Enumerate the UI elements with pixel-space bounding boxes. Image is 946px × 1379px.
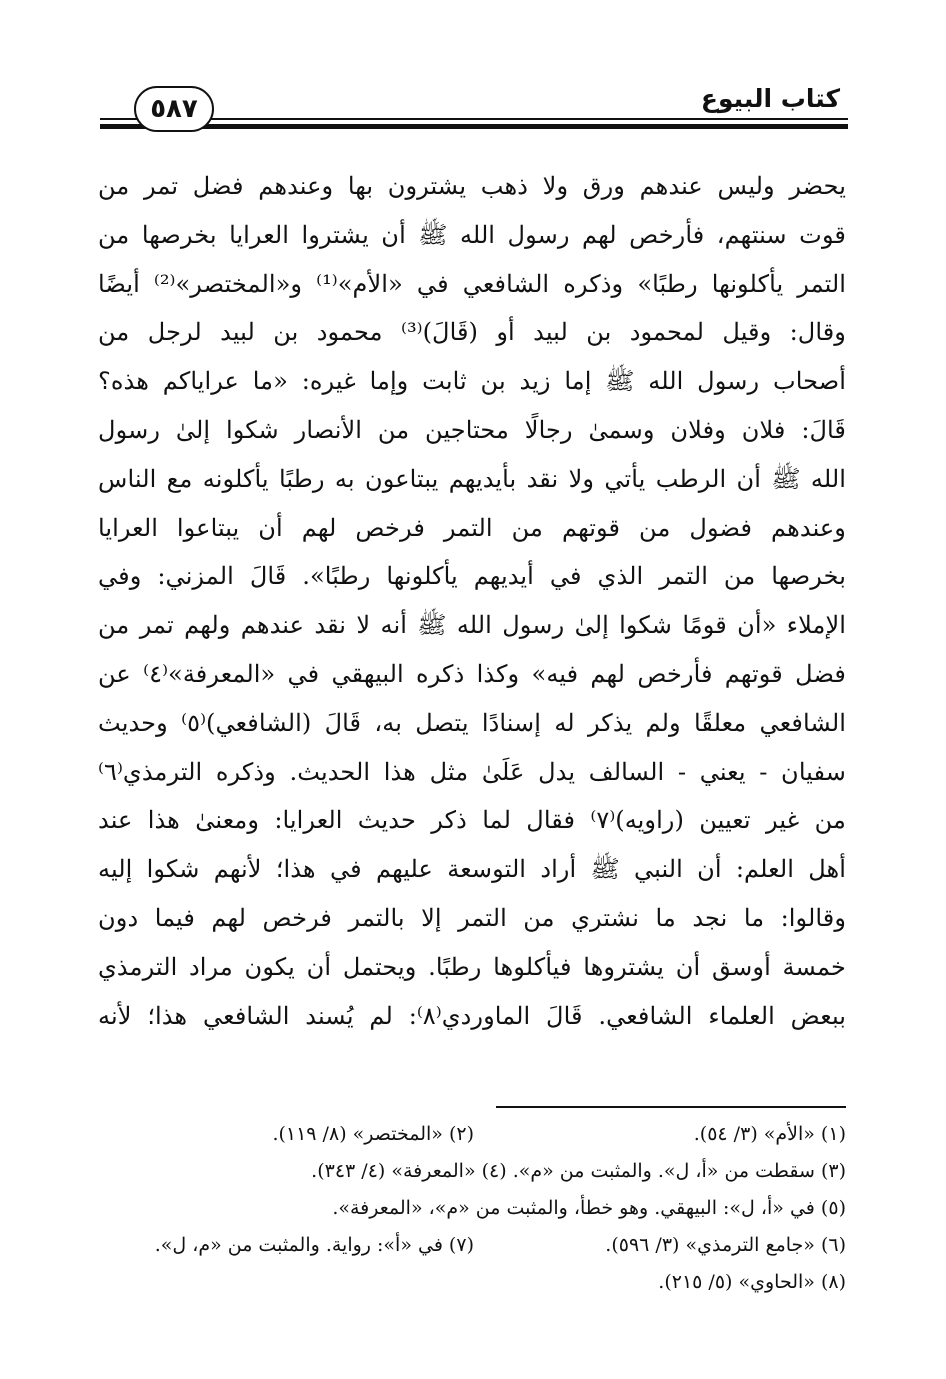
footnote-1: (١) «الأم» (٣/ ٥٤). [693, 1123, 846, 1145]
footnote-row [98, 1227, 846, 1264]
footnote-separator [496, 1106, 846, 1108]
page-number-badge [134, 86, 214, 132]
footnote-3-4: (٣) سقطت من «أ، ل». والمثبت من «م». (٤) «المعرفة» (٤/ ٣٤٣). [311, 1160, 846, 1182]
body-line: قوت سنتهم، فأرخص لهم رسول الله ﷺ أن يشتروا العرايا بخرصها من [98, 220, 846, 249]
footnote-row [98, 1153, 846, 1190]
body-line: وقالوا: ما نجد ما نشتري من التمر إلا بالتمر فرخص لهم فيما دون [98, 903, 846, 932]
body-line: خمسة أوسق أن يشتروها فيأكلوها رطبًا. ويحتمل أن يكون مراد الترمذي [98, 952, 846, 981]
footnote-2: (٢) «المختصر» (٨/ ١١٩). [272, 1123, 474, 1145]
body-line: ببعض العلماء الشافعي. قَالَ الماوردي⁽٨⁾: لم يُسند الشافعي هذا؛ لأنه [98, 1001, 846, 1030]
body-line: فضل قوتهم فأرخص لهم فيه» وكذا ذكره البيهقي في «المعرفة»⁽٤⁾ عن [98, 659, 846, 688]
body-line: وقال: وقيل لمحمود بن لبيد أو (قَالَ)⁽³⁾ محمود بن لبيد لرجل من [98, 318, 846, 347]
body-line: الله ﷺ أن الرطب يأتي ولا نقد بأيديهم يبتاعون به رطبًا يأكلونه مع الناس [98, 464, 846, 493]
body-line: الإملاء «أن قومًا شكوا إلىٰ رسول الله ﷺ أنه لا نقد عندهم ولهم تمر من [98, 611, 846, 640]
body-line: وعندهم فضول من قوتهم من التمر فرخص لهم أن يبتاعوا العرايا [98, 513, 846, 542]
chapter-title: كتاب البيوع [700, 84, 840, 113]
body-line: يحضر وليس عندهم ورق ولا ذهب يشترون بها وعندهم فضل تمر من [98, 172, 846, 200]
footnote-row [98, 1264, 846, 1301]
body-line: التمر يأكلونها رطبًا» وذكره الشافعي في «الأم»⁽¹⁾ و«المختصر»⁽²⁾ أيضًا [98, 269, 846, 298]
body-line: سفيان - يعني - السالف يدل عَلَىٰ مثل هذا الحديث. وذكره الترمذي⁽٦⁾ [98, 757, 846, 786]
body-line: من غير تعيين (راويه)⁽٧⁾ فقال لما ذكر حديث العرايا: ومعنىٰ هذا عند [98, 806, 846, 835]
body-line: أصحاب رسول الله ﷺ إما زيد بن ثابت وإما غيره: «ما عراياكم هذه؟ [98, 367, 846, 396]
body-line: بخرصها من التمر الذي في أيديهم يأكلونها رطبًا». قَالَ المزني: وفي [98, 562, 846, 591]
body-line: الشافعي معلقًا ولم يذكر له إسنادًا يتصل به، قَالَ (الشافعي)⁽٥⁾ وحديث [98, 708, 846, 737]
footnote-7: (٧) في «أ»: رواية. والمثبت من «م، ل». [154, 1234, 474, 1256]
body-line: قَالَ: فلان وفلان وسمىٰ رجالًا محتاجين من الأنصار شكوا إلىٰ رسول [98, 415, 846, 444]
footnote-5: (٥) في «أ، ل»: البيهقي. وهو خطأ، والمثبت من «م»، «المعرفة». [332, 1197, 846, 1219]
header-rule-thin [100, 118, 848, 120]
header-rule-thick [100, 124, 848, 129]
page-number: ٥٨٧ [150, 94, 198, 124]
footnotes [98, 1116, 846, 1301]
footnote-row [98, 1190, 846, 1227]
footnote-row [98, 1116, 846, 1153]
footnote-8: (٨) «الحاوي» (٥/ ٢١٥). [658, 1271, 846, 1293]
body-text [98, 162, 846, 1040]
footnote-6: (٦) «جامع الترمذي» (٣/ ٥٩٦). [605, 1234, 846, 1256]
body-line: أهل العلم: أن النبي ﷺ أراد التوسعة عليهم في هذا؛ لأنهم شكوا إليه [98, 855, 846, 884]
page-header [100, 78, 848, 138]
